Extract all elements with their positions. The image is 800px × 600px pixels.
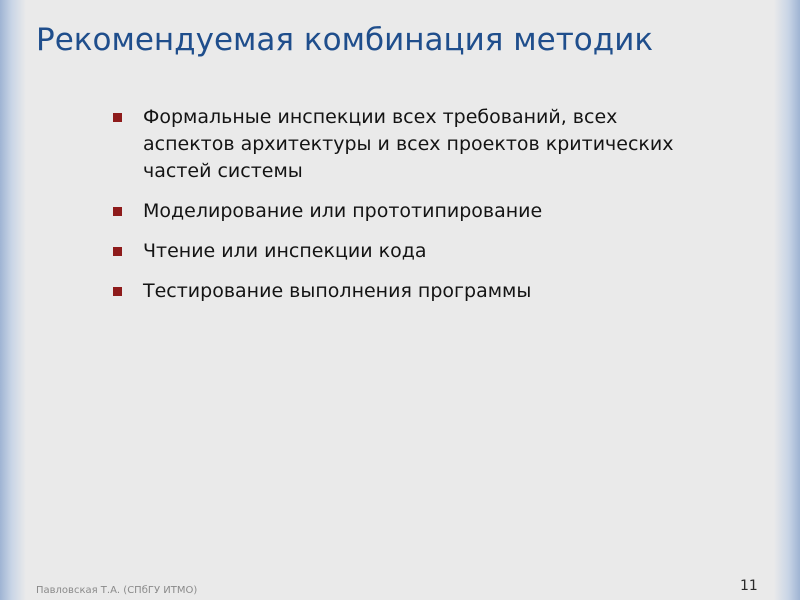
right-edge-gradient xyxy=(774,0,800,600)
page-number: 11 xyxy=(740,578,758,594)
square-bullet-icon xyxy=(113,247,122,256)
square-bullet-icon xyxy=(113,113,122,122)
square-bullet-icon xyxy=(113,287,122,296)
bullet-text: Чтение или инспекции кода xyxy=(143,240,427,262)
bullet-list xyxy=(112,104,712,318)
slide-title: Рекомендуемая комбинация методик xyxy=(36,22,654,58)
bullet-item xyxy=(112,278,712,305)
bullet-text: Моделирование или прототипирование xyxy=(143,200,543,222)
footer-author: Павловская Т.А. (СПбГУ ИТМО) xyxy=(36,585,198,596)
left-edge-gradient xyxy=(0,0,26,600)
bullet-text: Формальные инспекции всех требований, всех аспектов архитектуры и всех проектов критических частей системы xyxy=(143,106,674,182)
bullet-item xyxy=(112,104,712,185)
bullet-item xyxy=(112,238,712,265)
bullet-text: Тестирование выполнения программы xyxy=(143,280,532,302)
bullet-item xyxy=(112,198,712,225)
square-bullet-icon xyxy=(113,207,122,216)
